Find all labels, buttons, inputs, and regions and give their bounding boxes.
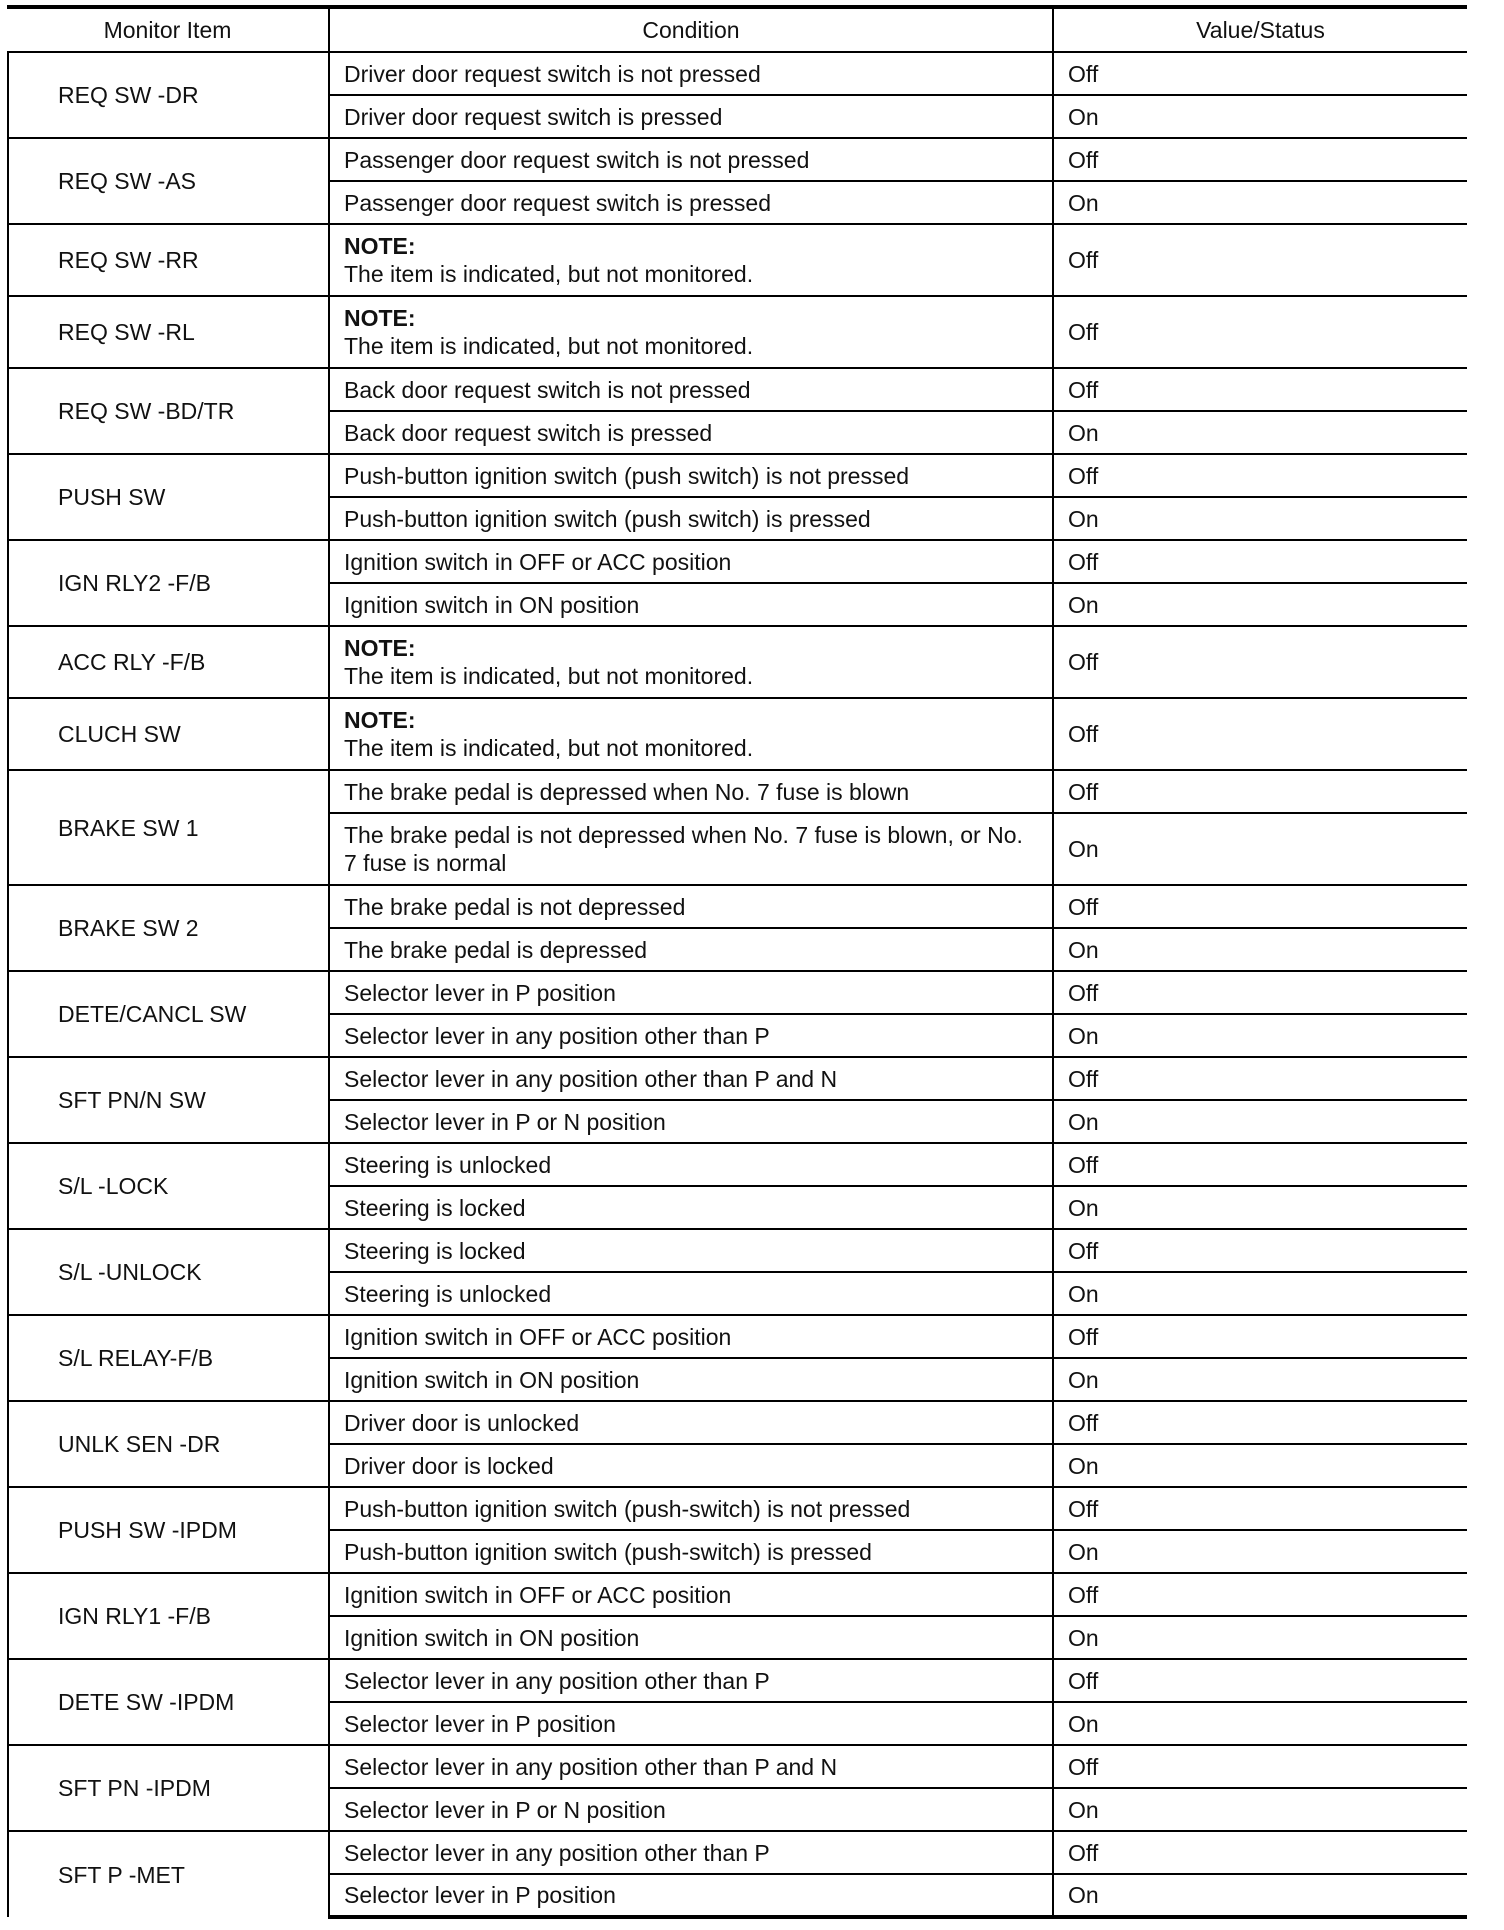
condition-cell — [329, 296, 1053, 368]
condition-text: The brake pedal is depressed — [344, 936, 648, 963]
condition-cell — [329, 583, 1053, 626]
condition-cell — [329, 52, 1053, 95]
table-row — [7, 454, 1467, 497]
value-status-cell: On — [1053, 1788, 1467, 1831]
condition-text: The item is indicated, but not monitored. — [344, 261, 754, 287]
condition-cell — [329, 1100, 1053, 1143]
condition-cell — [329, 1659, 1053, 1702]
condition-cell — [329, 1014, 1053, 1057]
condition-text: Push-button ignition switch (push switch) is not pressed — [344, 462, 910, 489]
condition-text: Ignition switch in ON position — [344, 1366, 640, 1393]
monitor-item-cell: SFT PN -IPDM — [7, 1745, 329, 1831]
condition-cell — [329, 1315, 1053, 1358]
monitor-item-cell: BRAKE SW 1 — [7, 770, 329, 885]
condition-cell — [329, 626, 1053, 698]
header-condition: Condition — [329, 7, 1053, 52]
value-status-cell: Off — [1053, 1057, 1467, 1100]
note-label: NOTE: — [344, 305, 416, 331]
condition-cell — [329, 698, 1053, 770]
value-status-cell: On — [1053, 1014, 1467, 1057]
monitor-item-cell: UNLK SEN -DR — [7, 1401, 329, 1487]
monitor-item-cell: REQ SW -BD/TR — [7, 368, 329, 454]
monitor-item-cell: S/L -UNLOCK — [7, 1229, 329, 1315]
condition-cell — [329, 1874, 1053, 1917]
table-row — [7, 1745, 1467, 1788]
condition-text: Driver door request switch is not pressed — [344, 60, 761, 87]
monitor-item-cell: REQ SW -RR — [7, 224, 329, 296]
value-status-cell: Off — [1053, 1487, 1467, 1530]
value-status-cell: On — [1053, 1186, 1467, 1229]
condition-cell — [329, 1444, 1053, 1487]
value-status-cell: Off — [1053, 368, 1467, 411]
value-status-cell: Off — [1053, 698, 1467, 770]
value-status-cell: On — [1053, 181, 1467, 224]
value-status-cell: Off — [1053, 770, 1467, 813]
table-row — [7, 1057, 1467, 1100]
condition-cell — [329, 1788, 1053, 1831]
condition-cell — [329, 928, 1053, 971]
condition-text: Push-button ignition switch (push-switch) is not pressed — [344, 1495, 911, 1522]
header-value-status: Value/Status — [1053, 7, 1467, 52]
table-row — [7, 1487, 1467, 1530]
table-row — [7, 698, 1467, 770]
value-status-cell: Off — [1053, 1831, 1467, 1874]
monitor-item-cell: IGN RLY1 -F/B — [7, 1573, 329, 1659]
value-status-cell: Off — [1053, 1315, 1467, 1358]
condition-text: Selector lever in any position other than P and N — [344, 1753, 838, 1780]
table-row — [7, 971, 1467, 1014]
condition-cell — [329, 1831, 1053, 1874]
table-row — [7, 1573, 1467, 1616]
value-status-cell: Off — [1053, 224, 1467, 296]
condition-cell — [329, 813, 1053, 885]
value-status-cell: Off — [1053, 1745, 1467, 1788]
condition-cell — [329, 1272, 1053, 1315]
monitor-item-cell: DETE/CANCL SW — [7, 971, 329, 1057]
header-row — [7, 7, 1467, 52]
note-label: NOTE: — [344, 707, 416, 733]
condition-text: Ignition switch in OFF or ACC position — [344, 1323, 732, 1350]
condition-cell — [329, 411, 1053, 454]
condition-text: Selector lever in any position other than P — [344, 1667, 770, 1694]
table-row — [7, 1229, 1467, 1272]
value-status-cell: Off — [1053, 1143, 1467, 1186]
condition-cell — [329, 1702, 1053, 1745]
condition-text: Selector lever in any position other than P — [344, 1839, 770, 1866]
condition-text: Selector lever in P or N position — [344, 1796, 666, 1823]
condition-text: Ignition switch in OFF or ACC position — [344, 1581, 732, 1608]
table-row — [7, 368, 1467, 411]
condition-cell — [329, 1573, 1053, 1616]
monitor-item-cell: IGN RLY2 -F/B — [7, 540, 329, 626]
condition-text: The item is indicated, but not monitored. — [344, 735, 754, 761]
value-status-cell: On — [1053, 813, 1467, 885]
value-status-cell: On — [1053, 1272, 1467, 1315]
condition-text: Ignition switch in ON position — [344, 1624, 640, 1651]
condition-text: Steering is locked — [344, 1237, 526, 1264]
value-status-cell: On — [1053, 1100, 1467, 1143]
value-status-cell: On — [1053, 1530, 1467, 1573]
condition-cell — [329, 1530, 1053, 1573]
monitor-item-cell: S/L -LOCK — [7, 1143, 329, 1229]
monitor-item-cell: CLUCH SW — [7, 698, 329, 770]
condition-text: Steering is unlocked — [344, 1151, 552, 1178]
monitor-item-cell: REQ SW -DR — [7, 52, 329, 138]
condition-text: Push-button ignition switch (push switch) is pressed — [344, 505, 871, 532]
monitor-item-cell: REQ SW -AS — [7, 138, 329, 224]
value-status-cell: On — [1053, 928, 1467, 971]
table-row — [7, 1401, 1467, 1444]
condition-text: Selector lever in P position — [344, 1882, 616, 1908]
condition-cell — [329, 1401, 1053, 1444]
value-status-cell: Off — [1053, 626, 1467, 698]
value-status-cell: On — [1053, 95, 1467, 138]
condition-text: Passenger door request switch is not pressed — [344, 146, 810, 173]
condition-text: The item is indicated, but not monitored. — [344, 333, 754, 359]
table-body — [7, 52, 1467, 1917]
note-label: NOTE: — [344, 233, 416, 259]
table-row — [7, 626, 1467, 698]
table-row — [7, 296, 1467, 368]
condition-text: The brake pedal is depressed when No. 7 fuse is blown — [344, 778, 910, 805]
table-row — [7, 1659, 1467, 1702]
value-status-cell: Off — [1053, 1573, 1467, 1616]
condition-text: Steering is unlocked — [344, 1280, 552, 1307]
monitor-item-cell: PUSH SW -IPDM — [7, 1487, 329, 1573]
value-status-cell: Off — [1053, 138, 1467, 181]
condition-text: Selector lever in P position — [344, 979, 616, 1006]
condition-text: Selector lever in P or N position — [344, 1108, 666, 1135]
monitor-item-cell: SFT P -MET — [7, 1831, 329, 1917]
condition-cell — [329, 1143, 1053, 1186]
value-status-cell: On — [1053, 583, 1467, 626]
condition-cell — [329, 224, 1053, 296]
monitor-item-table — [7, 5, 1467, 1919]
value-status-cell: Off — [1053, 971, 1467, 1014]
condition-cell — [329, 770, 1053, 813]
condition-cell — [329, 1358, 1053, 1401]
value-status-cell: Off — [1053, 885, 1467, 928]
value-status-cell: Off — [1053, 454, 1467, 497]
monitor-item-cell: DETE SW -IPDM — [7, 1659, 329, 1745]
condition-text: Passenger door request switch is pressed — [344, 189, 771, 216]
table-row — [7, 770, 1467, 813]
monitor-item-cell: SFT PN/N SW — [7, 1057, 329, 1143]
table-row — [7, 1315, 1467, 1358]
condition-cell — [329, 95, 1053, 138]
table-header — [7, 7, 1467, 52]
condition-text: Ignition switch in ON position — [344, 591, 640, 618]
value-status-cell: Off — [1053, 540, 1467, 583]
condition-text: Selector lever in any position other than P — [344, 1022, 770, 1049]
table-row — [7, 1143, 1467, 1186]
value-status-cell: Off — [1053, 1229, 1467, 1272]
table-row — [7, 138, 1467, 181]
value-status-cell: On — [1053, 1444, 1467, 1487]
condition-cell — [329, 540, 1053, 583]
condition-text: Driver door is locked — [344, 1452, 554, 1479]
condition-cell — [329, 1616, 1053, 1659]
value-status-cell: On — [1053, 1702, 1467, 1745]
value-status-cell: On — [1053, 1616, 1467, 1659]
condition-text: Steering is locked — [344, 1194, 526, 1221]
table-row — [7, 1831, 1467, 1874]
table-row — [7, 52, 1467, 95]
monitor-item-cell: ACC RLY -F/B — [7, 626, 329, 698]
monitor-item-cell: PUSH SW — [7, 454, 329, 540]
condition-text: The brake pedal is not depressed when No. 7 fuse is blown, or No. 7 fuse is normal — [344, 822, 1023, 876]
condition-cell — [329, 497, 1053, 540]
condition-text: Back door request switch is not pressed — [344, 376, 751, 403]
value-status-cell: On — [1053, 1874, 1467, 1917]
value-status-cell: Off — [1053, 1659, 1467, 1702]
table-row — [7, 540, 1467, 583]
table-row — [7, 885, 1467, 928]
condition-cell — [329, 368, 1053, 411]
condition-cell — [329, 138, 1053, 181]
condition-text: Ignition switch in OFF or ACC position — [344, 548, 732, 575]
condition-text: The item is indicated, but not monitored. — [344, 663, 754, 689]
condition-cell — [329, 1057, 1053, 1100]
value-status-cell: On — [1053, 411, 1467, 454]
condition-cell — [329, 971, 1053, 1014]
condition-cell — [329, 1487, 1053, 1530]
condition-cell — [329, 454, 1053, 497]
condition-cell — [329, 181, 1053, 224]
condition-text: Push-button ignition switch (push-switch) is pressed — [344, 1538, 872, 1565]
value-status-cell: Off — [1053, 52, 1467, 95]
condition-text: Driver door request switch is pressed — [344, 103, 723, 130]
condition-text: Selector lever in any position other than P and N — [344, 1065, 838, 1092]
monitor-item-cell: REQ SW -RL — [7, 296, 329, 368]
value-status-cell: Off — [1053, 1401, 1467, 1444]
monitor-item-cell: BRAKE SW 2 — [7, 885, 329, 971]
condition-text: The brake pedal is not depressed — [344, 893, 686, 920]
condition-text: Driver door is unlocked — [344, 1409, 580, 1436]
note-label: NOTE: — [344, 635, 416, 661]
condition-text: Selector lever in P position — [344, 1710, 616, 1737]
condition-cell — [329, 1229, 1053, 1272]
table-row — [7, 224, 1467, 296]
condition-text: Back door request switch is pressed — [344, 419, 713, 446]
header-monitor-item: Monitor Item — [7, 7, 329, 52]
monitor-item-cell: S/L RELAY-F/B — [7, 1315, 329, 1401]
condition-cell — [329, 885, 1053, 928]
value-status-cell: On — [1053, 497, 1467, 540]
value-status-cell: On — [1053, 1358, 1467, 1401]
condition-cell — [329, 1745, 1053, 1788]
value-status-cell: Off — [1053, 296, 1467, 368]
condition-cell — [329, 1186, 1053, 1229]
